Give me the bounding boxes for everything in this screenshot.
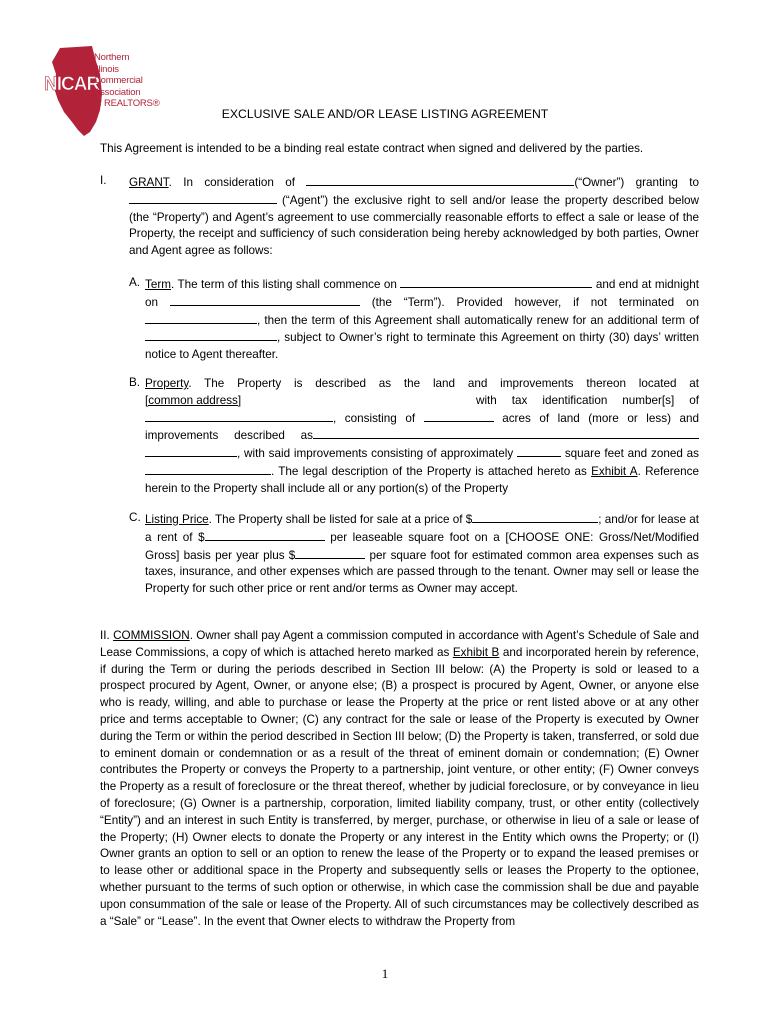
renewal-term-blank[interactable] xyxy=(145,329,277,341)
tax-id-blank[interactable] xyxy=(145,410,333,422)
logo-acronym: NICAR xyxy=(44,74,100,95)
intro-paragraph: This Agreement is intended to be a binding real estate contract when signed and delivered by the parties. xyxy=(100,142,644,155)
commence-date-blank[interactable] xyxy=(400,276,592,288)
improvements-blank[interactable] xyxy=(313,427,699,439)
section-2-commission xyxy=(100,628,699,930)
section-a-text: , subject to Owner’s right to terminate this Agreement on thirty (30) days’ written notice to Agent thereafter. xyxy=(145,331,699,362)
logo-line: Northern xyxy=(94,52,130,63)
termination-date-blank[interactable] xyxy=(145,312,257,324)
section-a-text: (the “Term”). Provided however, if not terminated on xyxy=(371,295,699,309)
section-c-label: C. xyxy=(129,511,141,524)
exhibit-a-reference: Exhibit A xyxy=(591,464,638,478)
owner-name-blank[interactable] xyxy=(306,174,574,186)
section-1-heading: GRANT xyxy=(129,176,169,189)
section-b-text: , with said improvements consisting of approximately xyxy=(237,447,514,461)
logo-text xyxy=(94,52,160,110)
page-number: 1 xyxy=(381,966,389,981)
section-1-grant xyxy=(129,174,699,260)
section-a-text: and end at midnight on xyxy=(145,278,700,309)
section-c-text: per leaseable square foot on a [CHOOSE ONE: Gross/Net/Modified Gross] basis per year plus $ xyxy=(145,530,699,562)
section-b-text: acres of land (more or less) and improvements described as xyxy=(145,411,700,443)
section-b-text: square feet and zoned as xyxy=(564,447,699,461)
section-c-listing-price xyxy=(145,511,699,598)
logo-line: Commercial xyxy=(94,75,143,86)
section-c-heading: Listing Price xyxy=(145,513,209,526)
section-a-term xyxy=(145,276,699,364)
section-1-text: (“Agent”) the exclusive right to sell and/or lease the property described below (the “Property”) and Agent’s agreement to use commercially reasonable efforts to effect a sale or lease of the Property, the receipt and sufficiency of such consideration being hereby acknowledged by both parties, Owner and Agent agree as follows: xyxy=(129,193,699,258)
section-1-text: . In consideration of xyxy=(168,176,295,189)
section-2-heading: COMMISSION xyxy=(113,629,190,642)
acres-blank[interactable] xyxy=(424,410,494,422)
section-1-number: I. xyxy=(100,174,107,187)
section-b-text: . The legal description of the Property is attached hereto as xyxy=(271,464,587,478)
section-a-heading: Term xyxy=(145,278,171,291)
sale-price-blank[interactable] xyxy=(472,511,598,523)
section-1-text: (“Owner”) granting to xyxy=(574,176,699,189)
common-address-field[interactable]: [common address] xyxy=(145,393,242,407)
section-2-text: and incorporated herein by reference, if during the Term or during the periods described in Section III below: (A) the Property is sold or leased to a prospect procured by Agent, Owner, or anyone else; (B) a prospect is procured by Agent, Owner, or anyone else who is ready, willing, and able to purchase or lease the Property at the price or rent listed above or at any other price and terms acceptable to Owner; (C) any contract for the sale or lease of the Property is executed by Owner during the Term or within the period described in Section III below; (D) the Property is taken, transferred, or sold due to eminent domain or condemnation or as a result of the threat of eminent domain or condemnation; (E) Owner contributes the Property or conveys the Property to a partnership, joint venture, or other entity; (F) Owner conveys the Property as a result of foreclosure or the threat thereof, whether by judicial foreclosure, or by conveyance in lieu of foreclosure; (G) Owner is a partnership, corporation, limited liability company, trust, or other entity (collectively “Entity”) and an interest in such Entity is transferred, by merger, purchase, or otherwise in lieu of a sale or lease of the Property; (H) Owner elects to donate the Property or any interest in the Entity which owns the Property; or (I) Owner grants an option to sell or an option to renew the lease of the Property or to expand the leased premises or to lease other or additional space in the Property and subsequently sells or leases the Property to the optionee, whether pursuant to the terms of such option or otherwise, in which case the commission shall be due and payable upon consummation of the sale or lease of the Property. All of such circumstances may be collectively described as a “Sale” or “Lease”. In the event that Owner elects to withdraw the Property from xyxy=(100,645,700,928)
section-c-text: . The Property shall be listed for sale at a price of $ xyxy=(208,513,473,526)
square-feet-blank[interactable] xyxy=(517,445,561,457)
section-b-text: with tax identification number[s] of xyxy=(476,393,699,407)
section-b-text: . The Property is described as the land and improvements thereon located at xyxy=(188,377,699,390)
logo-line: Association xyxy=(94,86,141,98)
section-2-text: . Owner shall pay Agent a commission computed in accordance with Agent’s Schedule of Sale and Lease Commissions, a copy of which is attached hereto marked as xyxy=(100,629,699,659)
end-date-blank[interactable] xyxy=(170,294,360,306)
section-2-number: II. xyxy=(100,629,110,642)
section-b-text: . Reference herein to the Property shall include all or any portion(s) of the Property xyxy=(145,464,699,495)
section-b-heading: Property xyxy=(145,377,189,390)
section-c-text: per square foot for estimated common area expenses such as taxes, insurance, and other expenses which are passed through to the tenant. Owner may sell or lease the Property for such other price or rent and/or terms as Owner may accept. xyxy=(145,548,699,596)
logo-line: of REALTORS® xyxy=(94,98,160,109)
logo-line: Illinois xyxy=(94,63,119,75)
zoning-blank[interactable] xyxy=(145,463,271,475)
rent-blank[interactable] xyxy=(205,529,325,541)
agent-name-blank[interactable] xyxy=(129,192,277,204)
improvements-blank-cont[interactable] xyxy=(145,445,237,457)
section-a-text: , then the term of this Agreement shall automatically renew for an additional term of xyxy=(257,313,699,327)
section-b-property xyxy=(145,376,699,498)
section-a-label: A. xyxy=(129,276,141,289)
section-b-text: , consisting of xyxy=(333,411,416,425)
document-title: EXCLUSIVE SALE AND/OR LEASE LISTING AGREEMENT xyxy=(221,107,549,121)
cam-blank[interactable] xyxy=(295,547,365,559)
exhibit-b-reference: Exhibit B xyxy=(452,645,500,659)
section-a-text: . The term of this listing shall commence on xyxy=(170,278,397,291)
section-c-text: ; and/or for lease at a rent of $ xyxy=(145,513,700,544)
section-b-label: B. xyxy=(129,376,141,389)
